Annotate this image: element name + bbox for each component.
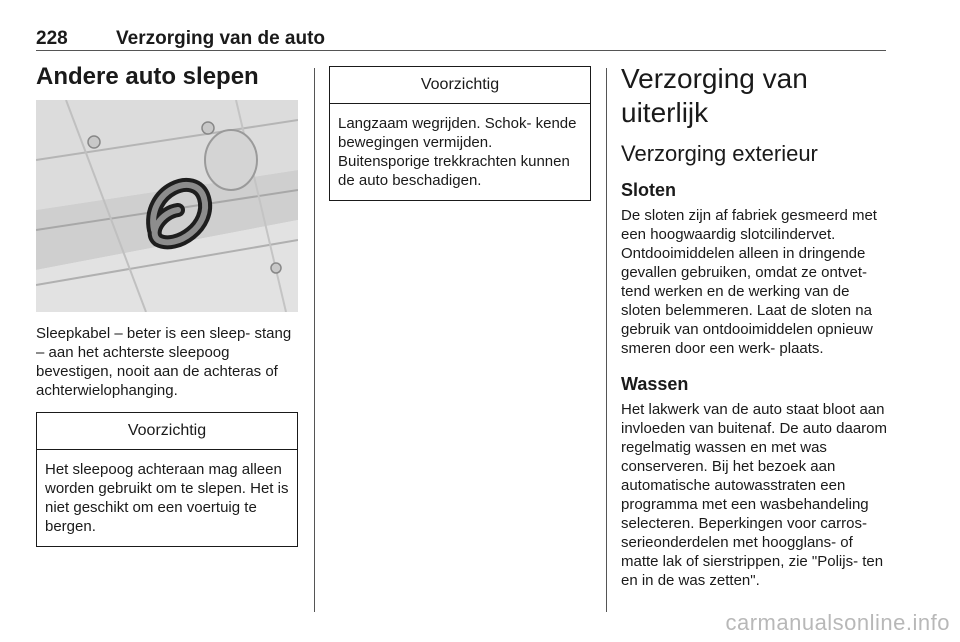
caution-box-left xyxy=(36,412,298,547)
page-number: 228 xyxy=(36,28,68,49)
caution-text: Langzaam wegrijden. Schok- kende bewegingen vermijden. Buitensporige trekkrachten kunnen de auto beschadigen. xyxy=(338,115,577,189)
left-column xyxy=(36,62,298,547)
heading-locks: Sloten xyxy=(621,180,677,200)
washing-text: Het lakwerk van de auto staat bloot aan invloeden van buitenaf. De auto daarom regelmatig wassen en met was conserveren. Bij het bezoek aan automatische autowasstraten een programma met een wasbehandeling selecteren. Beperkingen voor carros- serieonderdelen met hoogglans- of matte lak of sierstrippen, zie "Polijs- ten en in de was zetten". xyxy=(621,401,888,589)
section-title-appearance: Verzorging van uiterlijk xyxy=(621,63,808,128)
column-divider-2 xyxy=(606,68,607,612)
watermark: carmanualsonline.info xyxy=(725,610,950,635)
caution-title: Voorzichtig xyxy=(37,413,297,450)
caution-box-middle xyxy=(329,66,591,201)
towing-caption: Sleepkabel – beter is een sleep- stang – aan het achterste sleepoog bevestigen, nooit aan de achteras of achterwielophanging. xyxy=(36,325,292,399)
caution-title: Voorzichtig xyxy=(330,67,590,104)
page-header xyxy=(36,24,884,50)
section-title-towing: Andere auto slepen xyxy=(36,63,259,90)
chapter-title: Verzorging van de auto xyxy=(116,28,326,49)
locks-text: De sloten zijn af fabriek gesmeerd met een hoogwaardig slotcilindervet. Ontdooimiddelen alleen in dringende gevallen gebruiken, omdat ze ontvet- tend werken en de werking van de sloten belemmeren. Laat de sloten na gebruik van ontdooimiddelen opnieuw smeren door een werk- plaats. xyxy=(621,207,877,357)
tow-eye-illustration xyxy=(36,100,298,312)
heading-washing: Wassen xyxy=(621,374,689,394)
right-column xyxy=(621,62,889,590)
caution-text: Het sleepoog achteraan mag alleen worden gebruikt om te slepen. Het is niet geschikt om een voertuig te bergen. xyxy=(45,461,289,535)
header-rule xyxy=(36,50,886,51)
tow-eye-image xyxy=(36,100,298,312)
column-divider-1 xyxy=(314,68,315,612)
middle-column xyxy=(329,62,591,201)
subsection-title-exterior: Verzorging exterieur xyxy=(621,141,818,166)
